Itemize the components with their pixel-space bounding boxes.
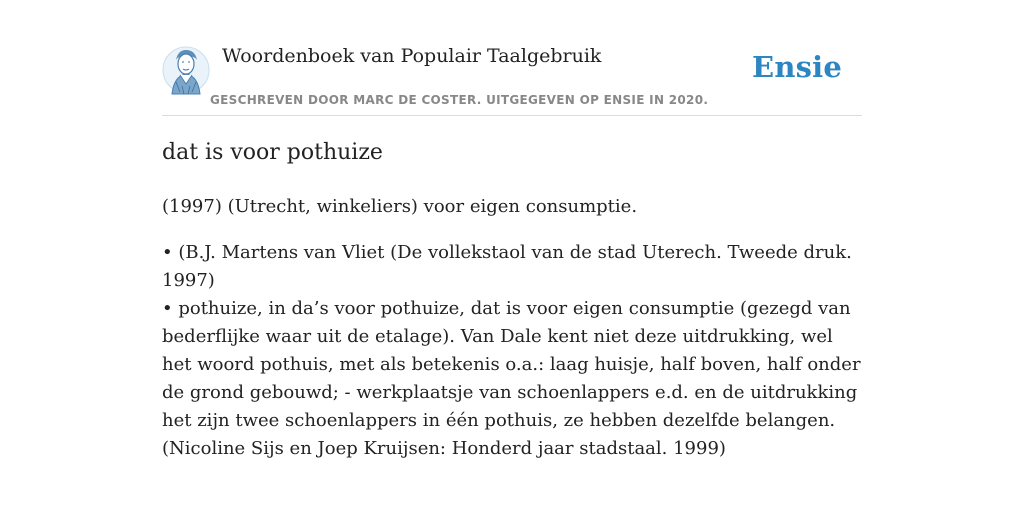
entry-notes [162,239,862,463]
byline: GESCHREVEN DOOR MARC DE COSTER. UITGEGEVEN OP ENSIE IN 2020. [210,93,709,107]
note-line-1: • (B.J. Martens van Vliet (De vollekstaol van de stad Uterech. Tweede druk. 1997) [162,242,852,291]
entry-definition: (1997) (Utrecht, winkeliers) voor eigen consumptie. [162,196,638,217]
note-line-2: • pothuize, in da’s voor pothuize, dat is voor eigen consumptie (gezegd van bederflijke waar uit de etalage). Van Dale kent niet deze uitdrukking, wel het woord pothuis, met als betekenis o.a.: laag huisje, half boven, half onder de grond gebouwd; - werkplaatsje van schoenlappers e.d. en de uitdrukking het zijn twee schoenlappers in één pothuis, ze hebben dezelfde belangen. (Nicoline Sijs en Joep Kruijsen: Honderd jaar stadstaal. 1999) [162,298,861,459]
author-portrait-icon[interactable] [162,44,210,96]
page-container [162,0,862,459]
ensie-logo[interactable]: Ensie [752,50,842,84]
dictionary-title[interactable]: Woordenboek van Populair Taalgebruik [222,45,602,67]
header [162,0,862,116]
entry-title: dat is voor pothuize [162,140,383,165]
